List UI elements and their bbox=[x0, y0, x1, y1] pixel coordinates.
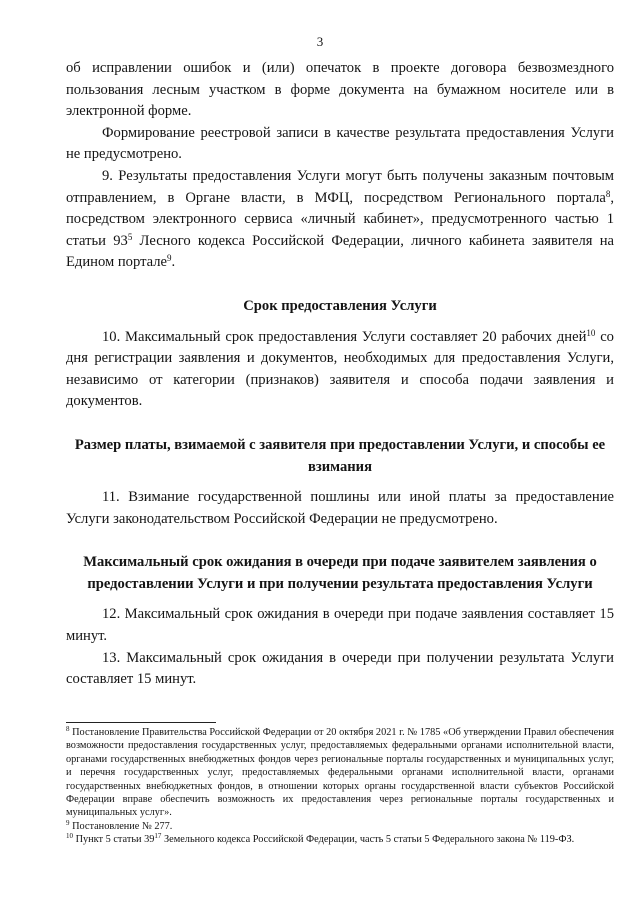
footnote-ref-9: 9 bbox=[167, 253, 172, 264]
item-9-text-a: 9. Результаты предоставления Услуги могут быть получены заказным почтовым отправлением, в Органе власти, в МФЦ, посредством Регионального портала bbox=[66, 167, 614, 206]
footnote-9 bbox=[66, 820, 614, 833]
page-number: 3 bbox=[316, 34, 324, 49]
footnote-10-text-a: Пункт 5 статьи 39 bbox=[73, 834, 155, 846]
item-10-text-b: со дня регистрации заявления и документов, необходимых для предоставления Услуги, независимо от категории (признаков) заявителя и способа подачи заявления и документов. bbox=[66, 328, 614, 410]
footnote-10-article-superscript: 17 bbox=[154, 832, 162, 841]
paragraph-item-13: 13. Максимальный срок ожидания в очереди при получении результата Услуги составляет 15 минут. bbox=[66, 649, 614, 688]
paragraph-item-10 bbox=[66, 327, 614, 413]
item-9-text-c: Лесного кодекса Российской Федерации, личного кабинета заявителя на Едином портале bbox=[66, 232, 614, 271]
paragraph-item-11: 11. Взимание государственной пошлины или иной платы за предоставление Услуги законодательством Российской Федерации не предусмотрено. bbox=[66, 489, 614, 527]
paragraph-registry-record: Формирование реестровой записи в качестве результата предоставления Услуги не предусмотрено. bbox=[66, 124, 614, 163]
footnotes bbox=[66, 726, 614, 847]
article-superscript-5: 5 bbox=[127, 231, 133, 242]
footnote-10-number: 10 bbox=[66, 832, 73, 841]
heading-service-term: Срок предоставления Услуги bbox=[243, 297, 437, 314]
footnote-ref-8: 8 bbox=[605, 188, 611, 199]
footnote-8 bbox=[66, 726, 614, 820]
footnote-8-text: Постановление Правительства Российской Федерации от 20 октября 2021 г. № 1785 «Об утверждении Правил обеспечения возможности предоставления государственных услуг, предоставляемых федеральными органами исполнительной власти, органами государственных внебюджетных фондов через региональные порталы государственных и муниципальных услуг, и перечня государственных услуг, предоставляемых федеральными органами исполнительной власти, органами государственных внебюджетных фондов, в отношении которых органы государственной власти субъектов Российской Федерации вправе обеспечить возможность их предоставления через региональные порталы государственных и муниципальных услуг». bbox=[66, 727, 614, 819]
footnote-divider bbox=[66, 722, 216, 723]
document-body bbox=[66, 58, 614, 691]
item-9-text-d: . bbox=[171, 254, 176, 271]
paragraph-continuation: об исправлении ошибок и (или) опечаток в проекте договора безвозмездного пользования лесным участком в форме документа на бумажном носителе или в электронной форме. bbox=[66, 60, 614, 120]
heading-fee: Размер платы, взимаемой с заявителя при предоставлении Услуги, и способы ее взимания bbox=[74, 436, 606, 475]
item-10-text-a: 10. Максимальный срок предоставления Услуги составляет 20 рабочих дней bbox=[102, 328, 587, 345]
footnote-9-text: Постановление № 277. bbox=[69, 820, 173, 832]
heading-queue-time: Максимальный срок ожидания в очереди при подаче заявителем заявления о предоставлении Услуги и при получении результата предоставления Услуги bbox=[83, 554, 597, 592]
item-9-text-b: , посредством электронного сервиса «личный кабинет», предусмотренного частью 1 статьи 93 bbox=[66, 189, 614, 249]
paragraph-item-9 bbox=[66, 166, 614, 274]
footnote-10 bbox=[66, 833, 614, 846]
footnote-ref-10: 10 bbox=[586, 327, 596, 338]
footnote-8-number: 8 bbox=[66, 725, 70, 733]
paragraph-item-12: 12. Максимальный срок ожидания в очереди при подаче заявления составляет 15 минут. bbox=[66, 606, 614, 645]
footnote-9-number: 9 bbox=[66, 818, 70, 827]
footnote-10-text-b: Земельного кодекса Российской Федерации, часть 5 статьи 5 Федерального закона № 119-ФЗ. bbox=[161, 834, 575, 846]
